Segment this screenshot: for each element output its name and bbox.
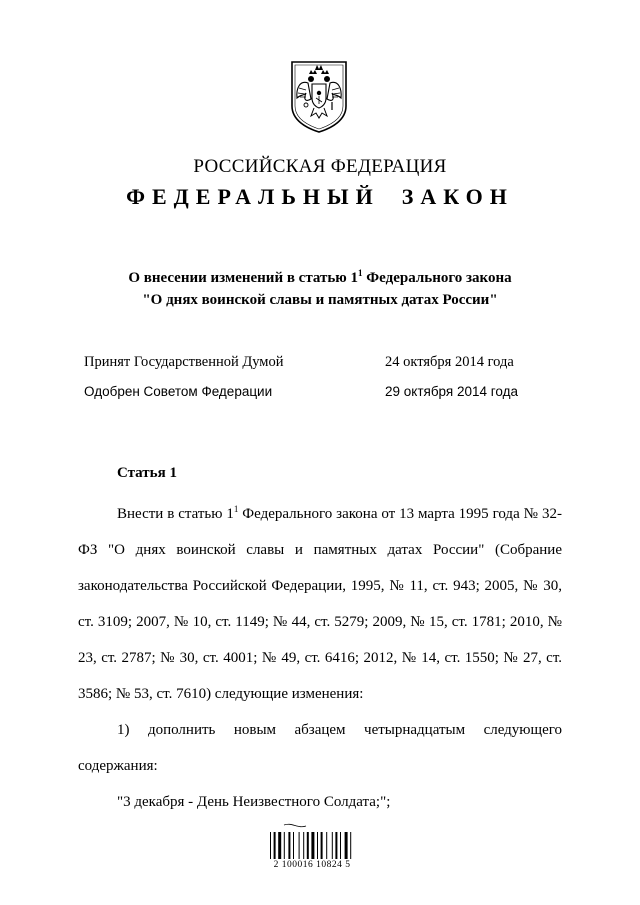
duma-adoption-date: 24 октября 2014 года [385,354,514,370]
article-intro-paragraph [78,496,562,712]
amendment-quote: "3 декабря - День Неизвестного Солдата;"; [117,794,391,810]
law-type-heading [0,184,640,210]
council-approval-date: 29 октября 2014 года [385,384,518,399]
coat-of-arms-of-russia-icon [284,58,354,134]
article-body [78,496,562,820]
barcode-number: 2 100016 10824 5 [273,860,351,870]
article-intro-rest: Федерального закона от 13 марта 1995 года № 32-ФЗ "О днях воинской славы и памятных датах России" (Собрание законодательства Российской Федерации, 1995, № 11, ст. 943; 2005, № 30, ст. 3109; 2007, № 10, ст. 1149; № 44, ст. 5279; 2009, № 15, ст. 1781; 2010, № 23, ст. 2787; № 30, ст. 4001; № 49, ст. 6416; 2012, № 14, ст. 1550; № 27, ст. 3586; № 53, ст. 7610) следующие изменения: [78,506,562,702]
law-title [0,262,640,311]
intro-article-superscript: 1 [233,504,239,514]
law-title-line-1-end: Федерального закона [362,270,512,286]
article-intro-start: Внести в статью 1 [117,506,234,522]
council-approval-label: Одобрен Советом Федерации [84,384,273,399]
article-number-superscript: 1 [358,268,363,278]
law-type-word-law: ЗАКОН [401,184,514,209]
law-type-word-federal: ФЕДЕРАЛЬНЫЙ [126,184,380,209]
duma-adoption-label: Принят Государственной Думой [84,354,284,370]
amendment-item-1: 1) дополнить новым абзацем четырнадцатым следующего [117,722,562,738]
law-title-line-1 [0,262,640,289]
law-title-line-1-start: О внесении изменений в статью 1 [128,270,359,286]
article-heading: Статья 1 [117,465,177,481]
law-title-line-2: "О днях воинской славы и памятных датах России" [142,292,498,308]
country-name: РОССИЙСКАЯ ФЕДЕРАЦИЯ [193,156,447,177]
amendment-item-1-continuation: содержания: [78,758,158,774]
